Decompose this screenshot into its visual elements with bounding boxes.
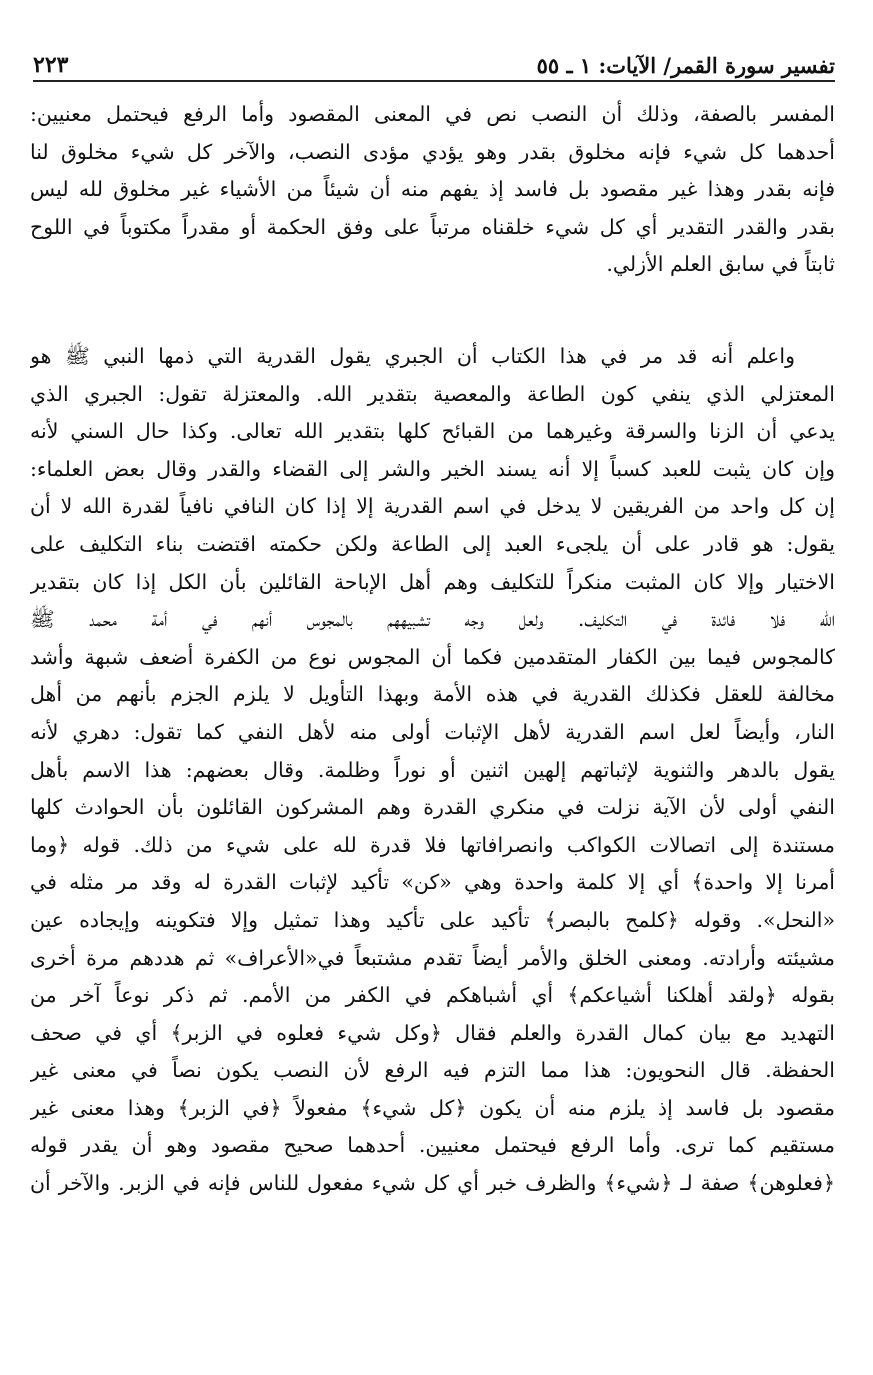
text-line: الله فلا فائدة في التكليف. ولعل وجه تشبيههم بالمجوس أنهم في أمة محمد ﷺ	[30, 607, 835, 632]
text-line: يقول بالدهر والثنوية لإثباتهم إلهين اثنين أو نوراً وظلمة. وقال بعضهم: هذا الاسم بأهل	[30, 757, 835, 782]
text-line: الحفظة. قال النحويون: هذا مما التزم فيه الرفع لأن النصب يكون نصاً في معنى غير	[30, 1058, 835, 1083]
text-line: النفي أولى لأن الآية نزلت في منكري القدرة وهم المشركون القائلون بأن الحوادث كلها	[30, 795, 835, 820]
text-line: بقدر والقدر التقدير أي كل شيء خلقناه مرتباً على وفق الحكمة أو مقدراً مكتوباً في اللوح	[30, 214, 835, 239]
text-line: المعتزلي الذي ينفي كون الطاعة والمعصية بتقدير الله. والمعتزلة تقول: الجبري الذي	[30, 381, 835, 406]
text-line: النار، وأيضاً لعل اسم القدرية لأهل الإثبات أولى منه لأهل النفي كما تقول: دهري لأنه	[30, 719, 835, 744]
text-line: مقصود بل فاسد إذ يلزم منه أن يكون ﴿كل شيء﴾ مفعولاً ﴿في الزبر﴾ وهذا معنى غير	[30, 1095, 835, 1120]
page-number: ٢٢٣	[33, 52, 69, 78]
paragraph-2	[30, 338, 835, 1203]
text-line: «النحل». وقوله ﴿كلمح بالبصر﴾ تأكيد على تأكيد وهذا تمثيل وإلا فتكوينه وإيجاده عين	[30, 907, 835, 932]
text-line: ﴿فعلوهن﴾ صفة لـ ﴿شيء﴾ والظرف خبر أي كل شيء مفعول للناس فإنه في الزبر. والآخر أن	[30, 1171, 835, 1196]
text-line: يقول: هو قادر على أن يلجىء العبد إلى الطاعة ولكن حكمته اقتضت بناء التكليف على	[30, 531, 835, 556]
text-line: بقوله ﴿ولقد أهلكنا أشياعكم﴾ أي أشباهكم في الكفر من الأمم. ثم ذكر نوعاً آخر من	[30, 983, 835, 1008]
text-line: التهديد مع بيان كمال القدرة والعلم فقال ﴿وكل شيء فعلوه في الزبر﴾ أي في صحف	[30, 1020, 835, 1045]
text-line: مستندة إلى اتصالات الكواكب وانصرافاتها فلا قدرة لله على شيء من ذلك. قوله ﴿وما	[30, 832, 835, 857]
text-line: إن كل واحد من الفريقين لا يدخل في اسم القدرية إلا إذا كان النافي نافياً لقدرة الله لا أن	[30, 494, 835, 519]
text-line: المفسر بالصفة، وذلك أن النصب نص في المعنى المقصود وأما الرفع فيحتمل معنيين:	[30, 102, 835, 126]
text-line: مشيئته وأرادته. ومعنى الخلق والأمر أيضاً تقدم مشتبعاً في«الأعراف» ثم هددهم مرة أخرى	[30, 945, 835, 970]
text-line: ثابتاً في سابق العلم الأزلي.	[606, 252, 835, 277]
text-line: أحدهما كل شيء فإنه مخلوق بقدر وهو يؤدي مؤدى النصب، والآخر كل شيء مخلوق لنا	[30, 139, 835, 164]
text-line: الاختيار وإلا كان المثبت منكراً للتكليف وهم أهل الإباحة القائلين بأن الكل إذا كان بتقدير	[30, 569, 835, 594]
text-line: فإنه بقدر وهذا غير مقصود بل فاسد إذ يفهم منه أن شيئاً من الأشياء غير مخلوق لله ليس	[30, 177, 835, 202]
text-line: كالمجوس فيما بين الكفار المتقدمين فكما أن المجوس نوع من الكفرة أضعف شبهة وأشد	[30, 644, 835, 669]
text-line: يدعي أن الزنا والسرقة وغيرهما من القبائح كلها بتقدير الله تعالى. وكذا حال السني لأنه	[30, 419, 835, 444]
text-line: مخالفة للعقل فكذلك القدرية في هذه الأمة وبهذا التأويل لا يلزم الجزم بأنهم من أهل	[30, 682, 835, 707]
text-line: واعلم أنه قد مر في هذا الكتاب أن الجبري يقول القدرية التي ذمها النبي ﷺ هو	[30, 344, 795, 368]
paragraph-1	[30, 96, 835, 284]
page-header	[33, 44, 835, 78]
running-title: تفسير سورة القمر/ الآيات: ١ ـ ٥٥	[536, 53, 835, 78]
text-line: مستقيم كما ترى. وأما الرفع فيحتمل معنيين. أحدهما صحيح مقصود وهو أن يقدر قوله	[30, 1133, 835, 1158]
header-rule	[33, 80, 835, 82]
text-line: أمرنا إلا واحدة﴾ أي إلا كلمة واحدة وهي «كن» تأكيد لإثبات القدرة له وقد مر مثله في	[30, 870, 835, 895]
text-line: وإن كان يثبت للعبد كسباً إلا أنه يسند الخير والشر إلى القضاء والقدر وقال بعض العلماء:	[30, 456, 835, 481]
